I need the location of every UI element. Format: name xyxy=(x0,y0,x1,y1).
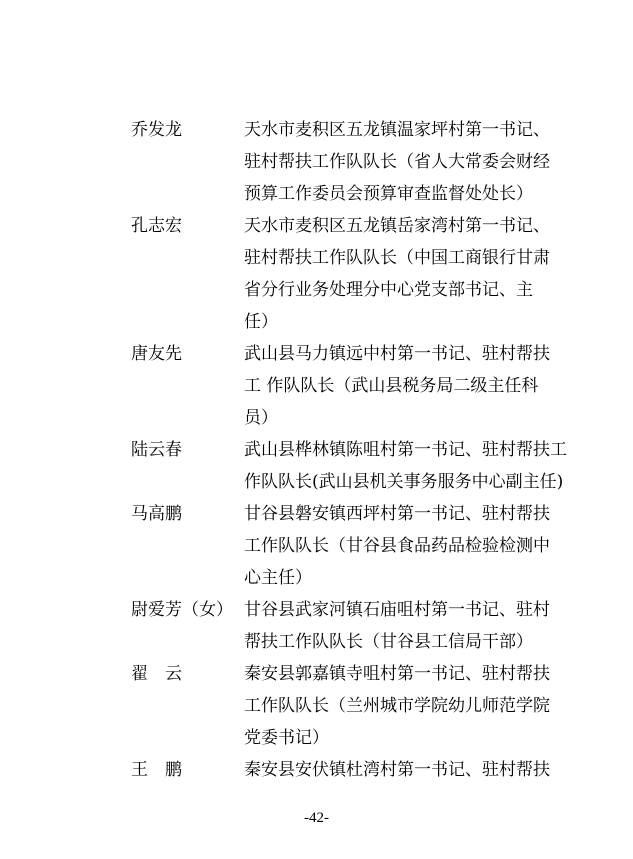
description-line: 工作队队长（甘谷县食品药品检验检测中 xyxy=(244,536,550,556)
description-line: 心主任） xyxy=(244,568,312,588)
person-name: 尉爱芳（女） xyxy=(131,600,233,620)
description-line: 武山县马力镇远中村第一书记、驻村帮扶 xyxy=(244,344,550,364)
person-name: 乔发龙 xyxy=(131,120,182,140)
description-line: 员） xyxy=(244,408,278,428)
description-line: 工 作队队长（武山县税务局二级主任科 xyxy=(244,376,539,396)
description-line: 省分行业务处理分中心党支部书记、主 xyxy=(244,280,533,300)
description-line: 秦安县郭嘉镇寺咀村第一书记、驻村帮扶 xyxy=(244,664,550,684)
page-number: -42- xyxy=(304,810,329,826)
person-description xyxy=(244,210,564,338)
description-line: 天水市麦积区五龙镇温家坪村第一书记、 xyxy=(244,120,550,140)
description-line: 帮扶工作队队长（甘谷县工信局干部） xyxy=(244,632,533,652)
description-line: 武山县桦林镇陈咀村第一书记、驻村帮扶工 xyxy=(244,440,567,460)
person-description xyxy=(244,498,564,594)
person-name: 孔志宏 xyxy=(131,216,182,236)
person-name: 王 鹏 xyxy=(131,760,182,780)
description-line: 天水市麦积区五龙镇岳家湾村第一书记、 xyxy=(244,216,550,236)
person-name: 唐友先 xyxy=(131,344,182,364)
description-line: 党委书记） xyxy=(244,728,329,748)
person-description xyxy=(244,338,564,434)
person-name: 陆云春 xyxy=(131,440,182,460)
description-line: 驻村帮扶工作队队长（中国工商银行甘肃 xyxy=(244,248,550,268)
description-line: 工作队队长（兰州城市学院幼儿师范学院 xyxy=(244,696,550,716)
person-description xyxy=(244,434,567,498)
person-name: 翟 云 xyxy=(131,664,182,684)
description-line: 作队队长(武山县机关事务服务中心副主任) xyxy=(244,472,564,492)
description-line: 秦安县安伏镇杜湾村第一书记、驻村帮扶 xyxy=(244,760,550,780)
person-description xyxy=(244,658,564,754)
person-description xyxy=(244,114,564,210)
description-line: 驻村帮扶工作队队长（省人大常委会财经 xyxy=(244,152,550,172)
description-line: 甘谷县磐安镇西坪村第一书记、驻村帮扶 xyxy=(244,504,550,524)
person-description xyxy=(244,594,564,658)
description-line: 甘谷县武家河镇石庙咀村第一书记、驻村 xyxy=(244,600,550,620)
description-line: 预算工作委员会预算审查监督处处长） xyxy=(244,184,533,204)
person-name: 马高鹏 xyxy=(131,504,182,524)
description-line: 任） xyxy=(244,312,278,332)
person-description xyxy=(244,754,564,786)
